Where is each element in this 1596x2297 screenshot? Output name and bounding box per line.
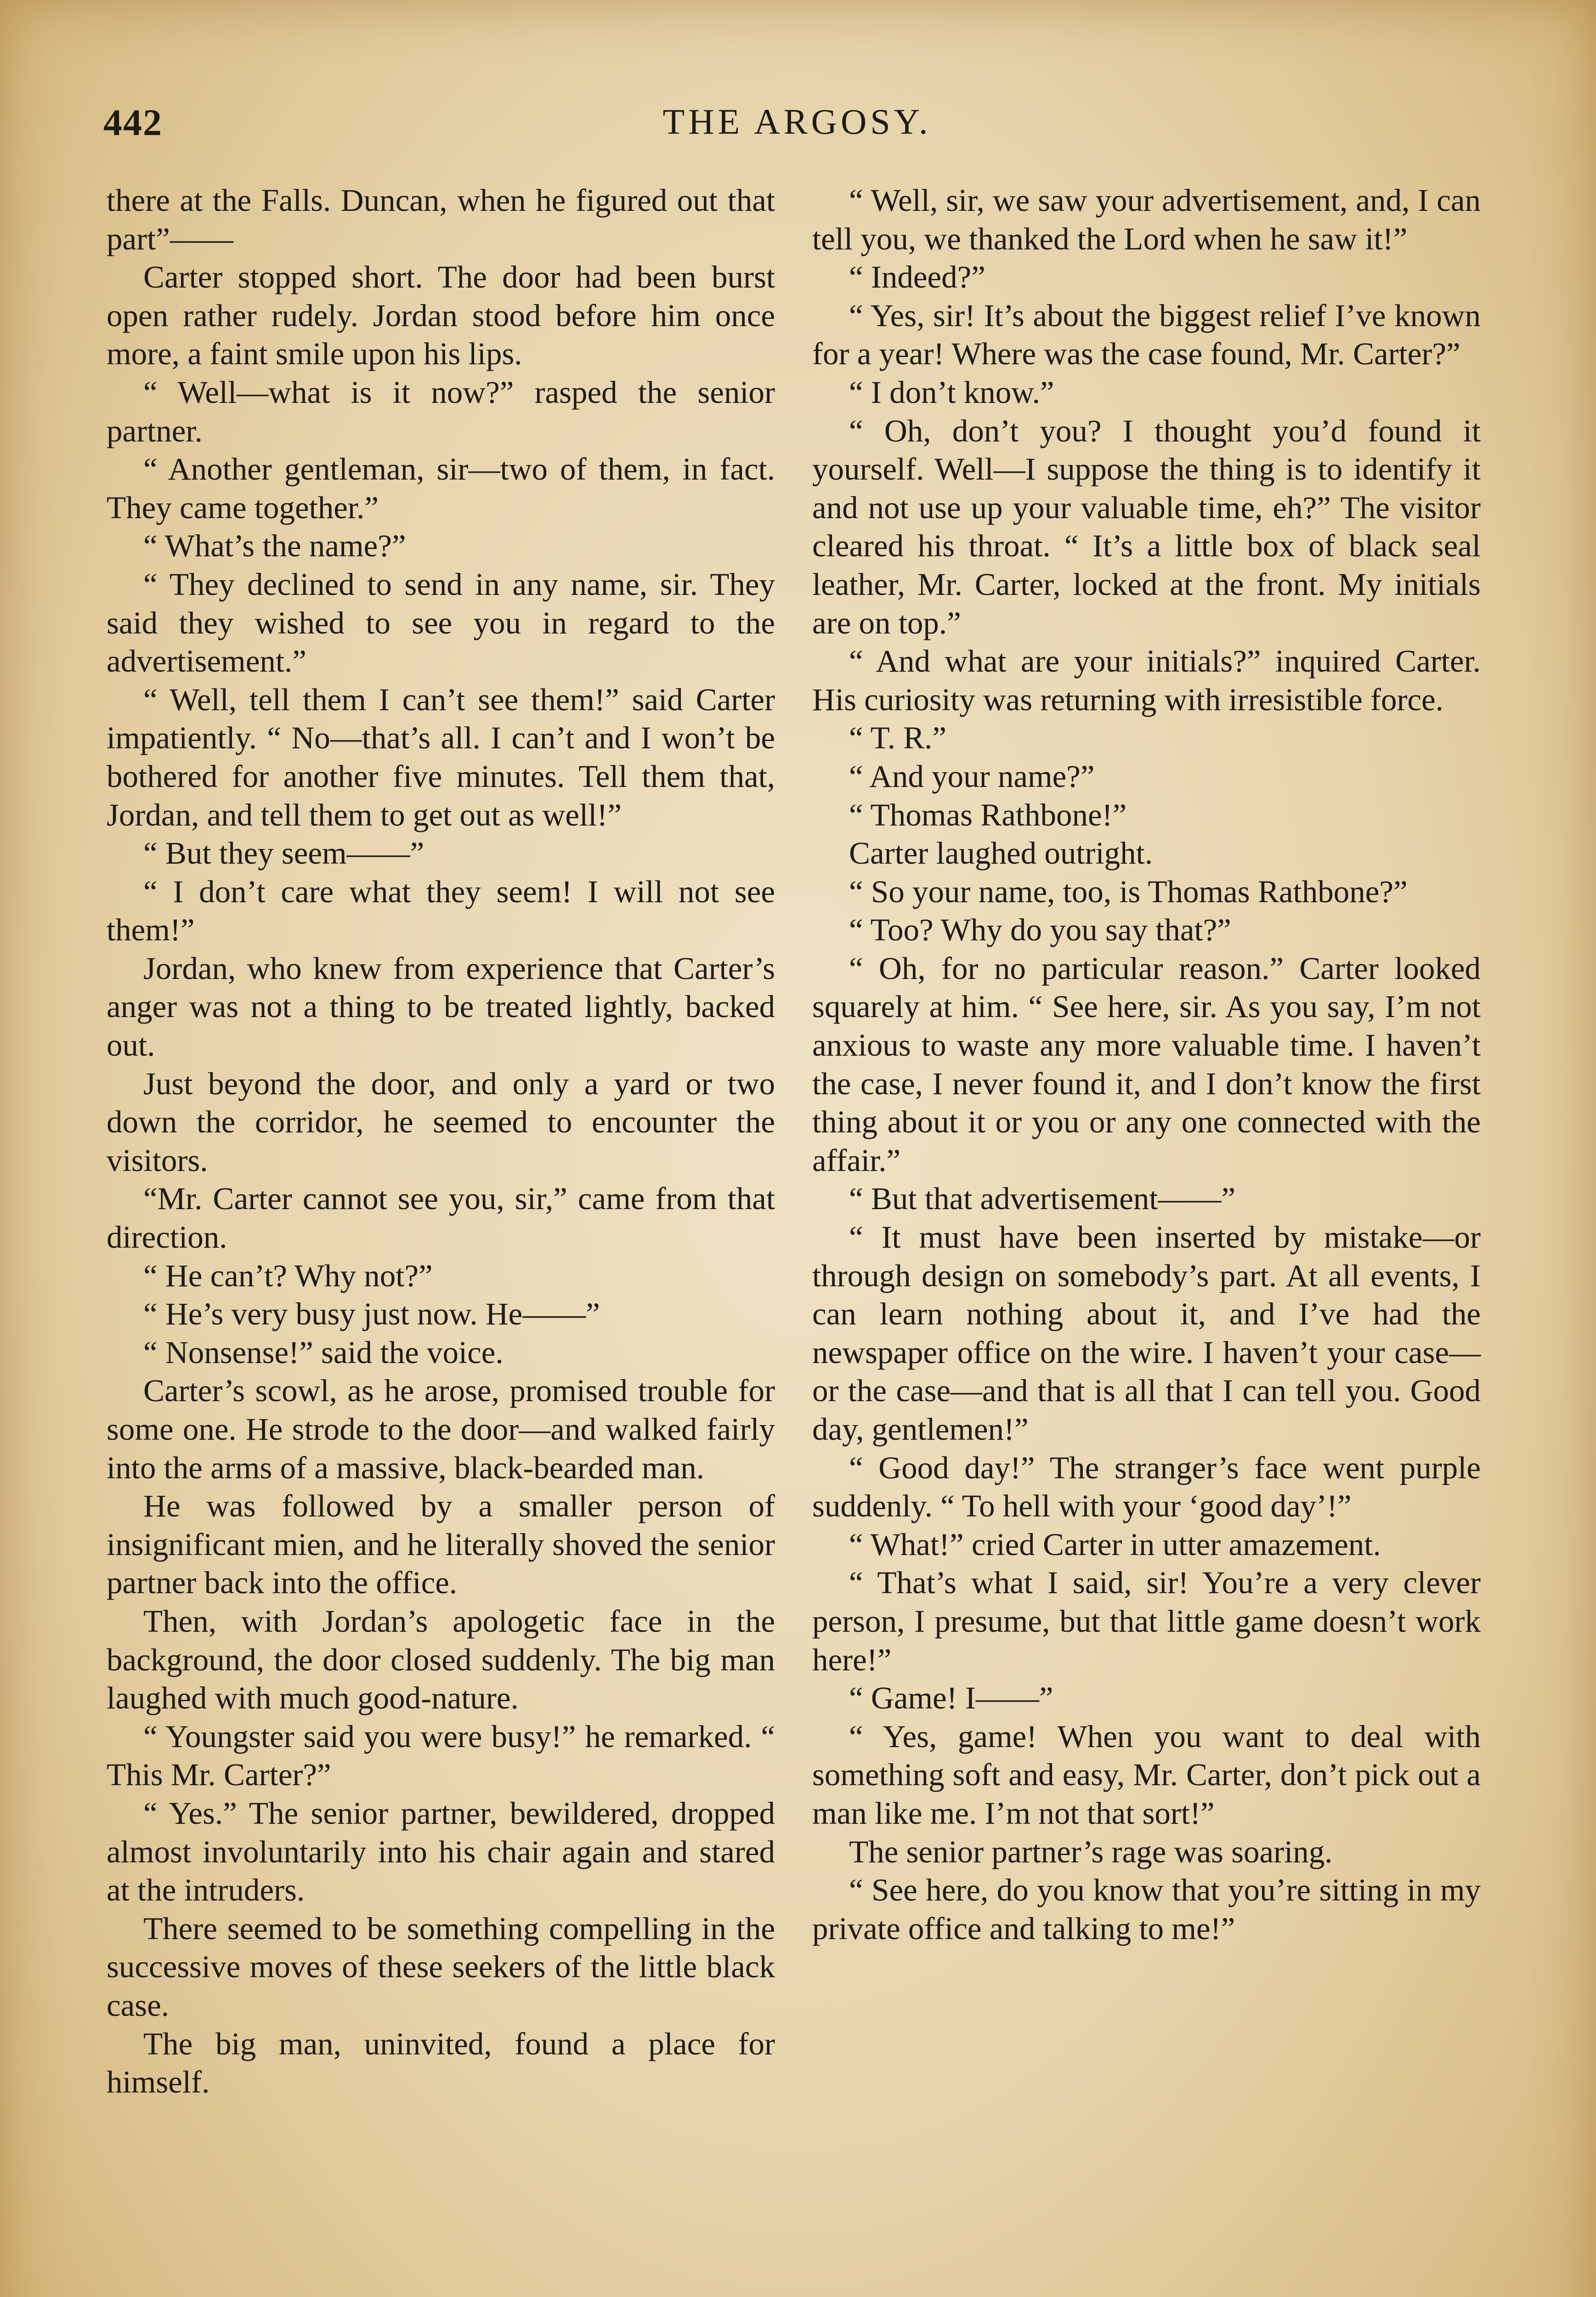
paragraph: “ He’s very busy just now. He——” — [143, 1296, 600, 1332]
paragraph: “ It must have been inserted by mistake—or through design on somebody’s part. At all events, I can learn nothing about it, and I’ve had the newspaper office on the wire. I haven’t your case—or the case—and that is all that I can tell you. Good day, gentlemen!” — [812, 1220, 1481, 1447]
paragraph: “ Well, sir, we saw your advertisement, and, I can tell you, we thanked the Lord when he saw it!” — [812, 183, 1481, 256]
paragraph: “ That’s what I said, sir! You’re a very clever person, I presume, but that little game doesn’t work here!” — [812, 1565, 1481, 1677]
paragraph: “ What!” cried Carter in utter amazement. — [849, 1527, 1381, 1562]
paragraph: Carter’s scowl, as he arose, promised trouble for some one. He strode to the door—and walked fairly into the arms of a massive, black-bearded man. — [107, 1373, 775, 1485]
paragraph: “ I don’t know.” — [849, 374, 1054, 410]
paragraph: “ But that advertisement——” — [849, 1181, 1236, 1216]
paragraph: “ Too? Why do you say that?” — [849, 912, 1231, 948]
paragraph: The senior partner’s rage was soaring. — [849, 1834, 1333, 1869]
paragraph: “ Thomas Rathbone!” — [849, 797, 1127, 832]
paragraph: “ Oh, for no particular reason.” Carter looked squarely at him. “ See here, sir. As you say, I’m not anxious to waste any more valuable time. I haven’t the case, I never found it, and I don’t know the first thing about it or you or any one connected with the affair.” — [812, 950, 1481, 1178]
paragraph: Then, with Jordan’s apologetic face in the background, the door closed suddenly. The big man laughed with much good-nature. — [107, 1603, 775, 1716]
paragraph: “ See here, do you know that you’re sitting in my private office and talking to me!” — [812, 1873, 1481, 1946]
paragraph: “ And your name?” — [849, 758, 1095, 794]
paragraph: “ They declined to send in any name, sir. They said they wished to see you in regard to the advertisement.” — [107, 566, 775, 679]
paragraph: Carter laughed outright. — [849, 836, 1153, 871]
paragraph: “ Yes, sir! It’s about the biggest relief I’ve known for a year! Where was the case found, Mr. Carter?” — [812, 298, 1481, 372]
paragraph: “ Well—what is it now?” rasped the senior partner. — [107, 374, 775, 448]
paragraph: Carter stopped short. The door had been burst open rather rudely. Jordan stood before him once more, a faint smile upon his lips. — [107, 260, 775, 372]
paragraph: Just beyond the door, and only a yard or two down the corridor, he seemed to encounter the visitors. — [107, 1066, 775, 1178]
paragraph: He was followed by a smaller person of insignificant mien, and he literally shoved the senior partner back into the office. — [107, 1488, 775, 1601]
paragraph: There seemed to be something compelling in the successive moves of these seekers of the little black case. — [107, 1911, 775, 2023]
paragraph: Jordan, who knew from experience that Carter’s anger was not a thing to be treated lightly, backed out. — [107, 950, 775, 1063]
paragraph: “ Good day!” The stranger’s face went purple suddenly. “ To hell with your ‘good day’!” — [812, 1450, 1481, 1524]
paragraph: “ Oh, don’t you? I thought you’d found it yourself. Well—I suppose the thing is to identify it and not use up your valuable time, eh?” The visitor cleared his throat. “ It’s a little box of black seal leather, Mr. Carter, locked at the front. My initials are on top.” — [812, 413, 1481, 640]
paragraph: “Mr. Carter cannot see you, sir,” came from that direction. — [107, 1181, 775, 1255]
paragraph: “ He can’t? Why not?” — [143, 1258, 433, 1293]
paragraph: “ Youngster said you were busy!” he remarked. “ This Mr. Carter?” — [107, 1719, 775, 1793]
page-header — [103, 101, 1491, 152]
paragraph: “ Indeed?” — [849, 260, 985, 295]
paragraph: The big man, uninvited, found a place for himself. — [107, 2026, 775, 2100]
page-number: 442 — [103, 102, 163, 143]
paragraph: “ But they seem——” — [143, 836, 424, 871]
paragraph: “ So your name, too, is Thomas Rathbone?” — [849, 874, 1408, 909]
paragraph: “ Game! I——” — [849, 1680, 1053, 1716]
paragraph: “ Yes, game! When you want to deal with something soft and easy, Mr. Carter, don’t pick out a man like me. I’m not that sort!” — [812, 1719, 1481, 1831]
paragraph: “ T. R.” — [849, 720, 947, 756]
paragraph: “ I don’t care what they seem! I will not see them!” — [107, 874, 775, 948]
paragraph: “ Nonsense!” said the voice. — [143, 1335, 504, 1370]
paragraph: “ What’s the name?” — [143, 528, 406, 564]
paragraph: “ And what are your initials?” inquired Carter. His curiosity was returning with irresistible force. — [812, 644, 1481, 717]
right-text-column — [812, 181, 1481, 1948]
running-head: THE ARGOSY. — [662, 102, 932, 141]
paragraph: “ Yes.” The senior partner, bewildered, dropped almost involuntarily into his chair again and stared at the intruders. — [107, 1795, 775, 1908]
paragraph: there at the Falls. Duncan, when he figured out that part”—— — [107, 183, 775, 256]
left-text-column — [107, 181, 775, 2102]
paragraph: “ Well, tell them I can’t see them!” said Carter impatiently. “ No—that’s all. I can’t and I won’t be bothered for another five minutes. Tell them that, Jordan, and tell them to get out as well!” — [107, 682, 775, 832]
paragraph: “ Another gentleman, sir—two of them, in fact. They came together.” — [107, 452, 775, 525]
